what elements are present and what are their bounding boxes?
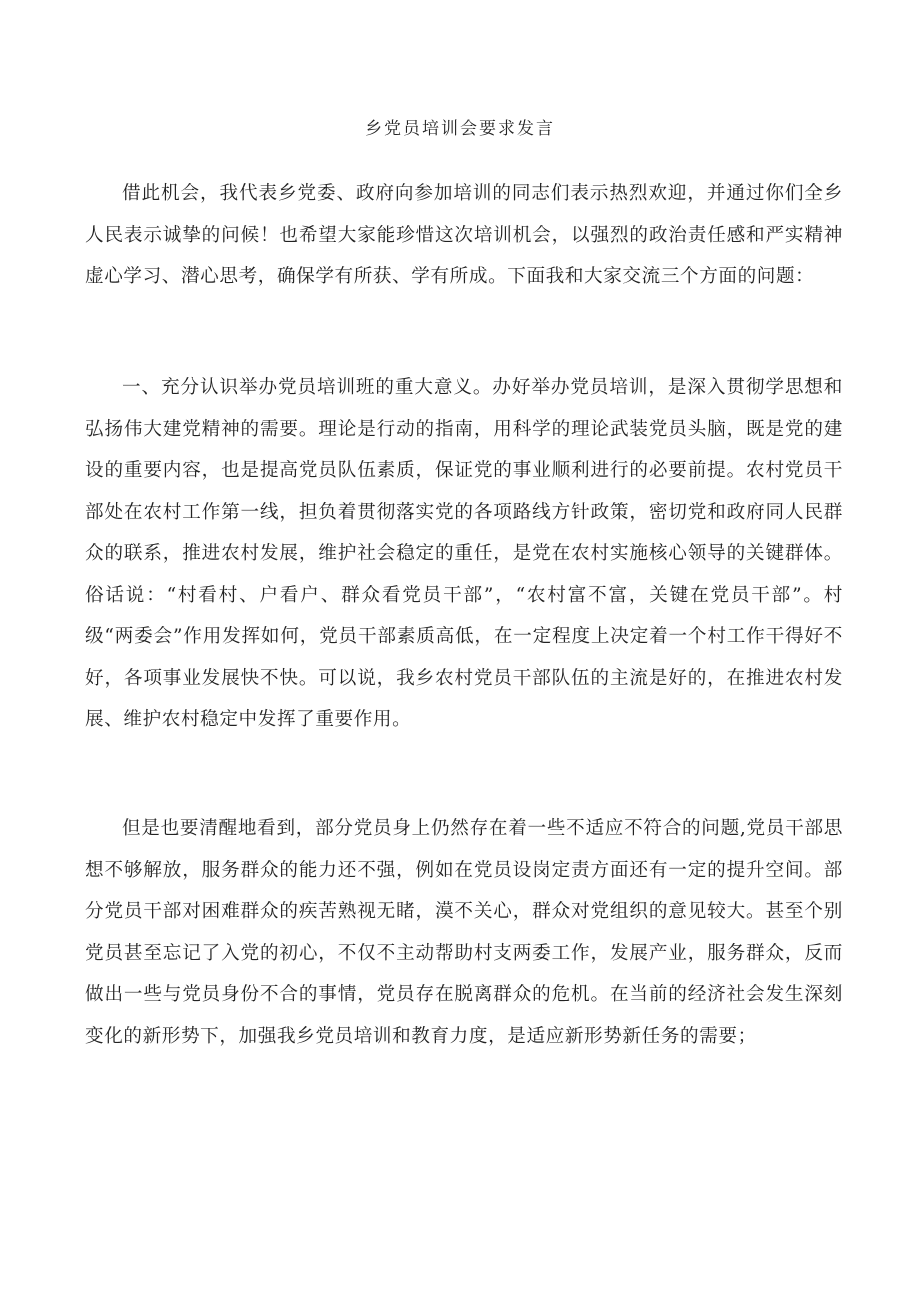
- document-title: 乡党员培训会要求发言: [365, 119, 555, 139]
- paragraph-opening: 借此机会，我代表乡党委、政府向参加培训的同志们表示热烈欢迎，并通过你们全乡人民表示诚挚的问候！也希望大家能珍惜这次培训机会，以强烈的政治责任感和严实精神虚心学习、潜心思考，确保学有所获、学有所成。下面我和大家交流三个方面的问题：: [85, 183, 843, 287]
- paragraph-problems: 但是也要清醒地看到，部分党员身上仍然存在着一些不适应不符合的问题,党员干部思想不够解放，服务群众的能力还不强，例如在党员设岗定责方面还有一定的提升空间。部分党员干部对困难群众的疾苦熟视无睹，漠不关心，群众对党组织的意见较大。甚至个别党员甚至忘记了入党的初心，不仅不主动帮助村支两委工作，发展产业，服务群众，反而做出一些与党员身份不合的事情，党员存在脱离群众的危机。在当前的经济社会发生深刻变化的新形势下，加强我乡党员培训和教育力度，是适应新形势新任务的需要；: [85, 818, 843, 1047]
- paragraph-significance: 一、充分认识举办党员培训班的重大意义。办好举办党员培训，是深入贯彻学思想和弘扬伟大建党精神的需要。理论是行动的指南，用科学的理论武装党员头脑，既是党的建设的重要内容，也是提高党员队伍素质，保证党的事业顺利进行的必要前提。农村党员干部处在农村工作第一线，担负着贯彻落实党的各项路线方针政策，密切党和政府同人民群众的联系，推进农村发展，维护社会稳定的重任，是党在农村实施核心领导的关键群体。俗话说：“村看村、户看户、群众看党员干部”，“农村富不富，关键在党员干部”。村级“两委会”作用发挥如何，党员干部素质高低，在一定程度上决定着一个村工作干得好不好，各项事业发展快不快。可以说，我乡农村党员干部队伍的主流是好的，在推进农村发展、维护农村稳定中发挥了重要作用。: [85, 377, 843, 730]
